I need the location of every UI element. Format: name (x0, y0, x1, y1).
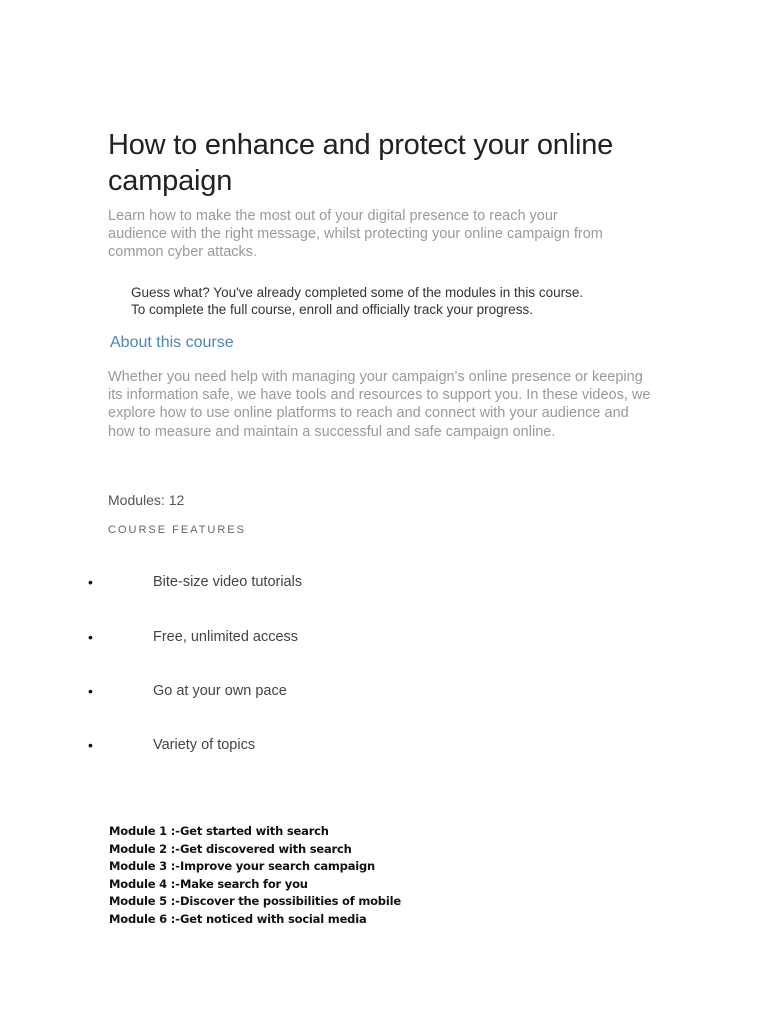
progress-notice-line-2: To complete the full course, enroll and officially track your progress. (131, 302, 533, 317)
progress-notice (131, 284, 651, 318)
course-features-heading: COURSE FEATURES (108, 524, 246, 536)
module-title: Get discovered with search (180, 841, 352, 856)
feature-item (0, 572, 500, 592)
progress-notice-line-1: Guess what? You've already completed some of the modules in this course. (131, 285, 584, 300)
module-item (109, 876, 401, 894)
feature-item (0, 681, 500, 701)
about-heading: About this course (110, 334, 234, 351)
page-title: How to enhance and protect your online campaign (108, 129, 614, 197)
module-title: Make search for you (180, 876, 308, 891)
bullet-icon: • (88, 683, 93, 699)
feature-item (0, 735, 500, 755)
feature-label: Go at your own pace (153, 683, 287, 699)
feature-label: Variety of topics (153, 737, 256, 753)
feature-item (0, 627, 500, 647)
bullet-icon: • (88, 574, 93, 590)
module-title: Improve your search campaign (180, 859, 376, 874)
course-intro: Learn how to make the most out of your digital presence to reach your audience with the right message, whilst protecting your online campaign from common cyber attacks. (108, 208, 603, 260)
module-item (109, 823, 401, 841)
module-number: Module 5 :- (109, 894, 180, 909)
module-number: Module 1 :- (109, 824, 180, 838)
module-number: Module 6 :- (109, 911, 180, 926)
module-title: Get noticed with social media (180, 911, 367, 926)
module-title: Discover the possibilities of mobile (180, 894, 401, 909)
module-number: Module 3 :- (109, 859, 180, 874)
module-item (109, 893, 401, 911)
module-number: Module 2 :- (109, 841, 180, 856)
module-item (109, 858, 401, 876)
module-item (109, 841, 401, 859)
modules-count: Modules: 12 (108, 492, 185, 508)
module-item (109, 911, 401, 929)
bullet-icon: • (88, 629, 93, 645)
bullet-icon: • (88, 737, 93, 753)
module-title: Get started with search (180, 824, 329, 838)
module-number: Module 4 :- (109, 876, 180, 891)
feature-label: Bite-size video tutorials (153, 574, 303, 590)
modules-list (109, 823, 401, 929)
about-description: Whether you need help with managing your campaign's online presence or keeping its information safe, we have tools and resources to support you. In these videos, we explore how to use online platforms to reach and connect with your audience and how to measure and maintain a successful and safe campaign online. (108, 369, 651, 440)
feature-label: Free, unlimited access (153, 629, 299, 645)
